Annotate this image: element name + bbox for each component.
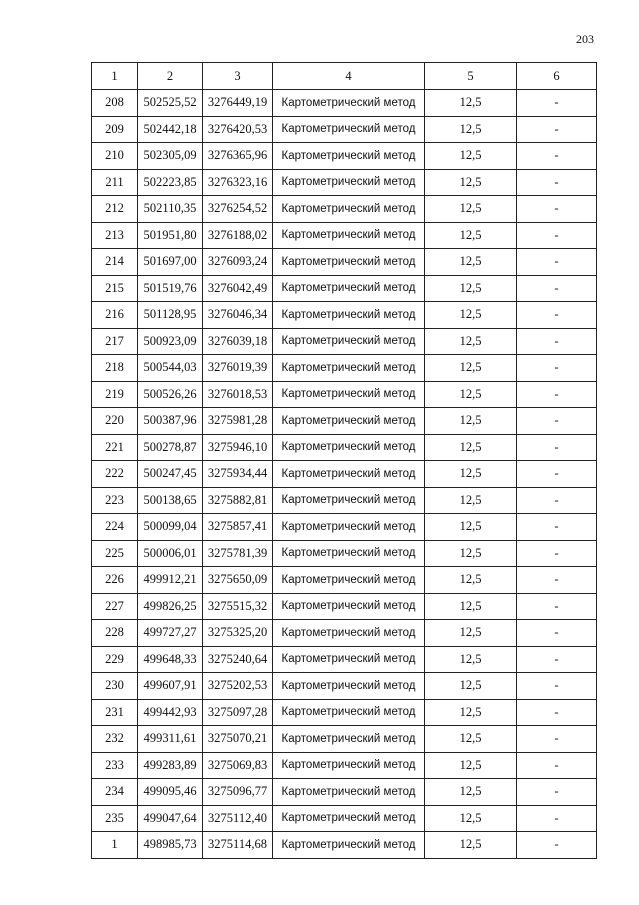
cell-method: Картометрический метод (273, 90, 425, 117)
cell-x-coordinate: 500278,87 (138, 434, 203, 461)
table-row (92, 461, 597, 488)
cell-x-coordinate: 502110,35 (138, 196, 203, 223)
cell-x-coordinate: 502525,52 (138, 90, 203, 117)
cell-point-number: 219 (92, 381, 138, 408)
cell-note: - (517, 673, 597, 700)
cell-y-coordinate: 3275946,10 (203, 434, 273, 461)
cell-note: - (517, 461, 597, 488)
cell-y-coordinate: 3276018,53 (203, 381, 273, 408)
cell-x-coordinate: 500387,96 (138, 408, 203, 435)
cell-note: - (517, 699, 597, 726)
header-cell-y-coordinate: 3 (203, 63, 273, 90)
cell-accuracy: 12,5 (425, 832, 517, 859)
cell-y-coordinate: 3275781,39 (203, 540, 273, 567)
header-cell-x-coordinate: 2 (138, 63, 203, 90)
cell-x-coordinate: 499095,46 (138, 779, 203, 806)
cell-accuracy: 12,5 (425, 567, 517, 594)
cell-x-coordinate: 501951,80 (138, 222, 203, 249)
cell-method: Картометрический метод (273, 381, 425, 408)
cell-x-coordinate: 499727,27 (138, 620, 203, 647)
table-row (92, 222, 597, 249)
cell-note: - (517, 328, 597, 355)
header-cell-note: 6 (517, 63, 597, 90)
cell-y-coordinate: 3275112,40 (203, 805, 273, 832)
cell-y-coordinate: 3275515,32 (203, 593, 273, 620)
table-row (92, 673, 597, 700)
table-row (92, 381, 597, 408)
cell-y-coordinate: 3275981,28 (203, 408, 273, 435)
cell-method: Картометрический метод (273, 143, 425, 170)
table-row (92, 540, 597, 567)
cell-x-coordinate: 501128,95 (138, 302, 203, 329)
cell-method: Картометрический метод (273, 461, 425, 488)
cell-accuracy: 12,5 (425, 143, 517, 170)
cell-note: - (517, 487, 597, 514)
cell-method: Картометрический метод (273, 222, 425, 249)
cell-accuracy: 12,5 (425, 328, 517, 355)
table-row (92, 699, 597, 726)
cell-accuracy: 12,5 (425, 805, 517, 832)
table-row (92, 355, 597, 382)
cell-method: Картометрический метод (273, 540, 425, 567)
cell-accuracy: 12,5 (425, 381, 517, 408)
cell-accuracy: 12,5 (425, 752, 517, 779)
cell-method: Картометрический метод (273, 646, 425, 673)
table-row (92, 434, 597, 461)
cell-x-coordinate: 499648,33 (138, 646, 203, 673)
cell-note: - (517, 567, 597, 594)
cell-method: Картометрический метод (273, 408, 425, 435)
cell-note: - (517, 275, 597, 302)
cell-method: Картометрический метод (273, 487, 425, 514)
cell-x-coordinate: 500526,26 (138, 381, 203, 408)
cell-accuracy: 12,5 (425, 699, 517, 726)
cell-y-coordinate: 3275934,44 (203, 461, 273, 488)
table-row (92, 328, 597, 355)
cell-x-coordinate: 500247,45 (138, 461, 203, 488)
cell-note: - (517, 832, 597, 859)
cell-accuracy: 12,5 (425, 540, 517, 567)
cell-point-number: 215 (92, 275, 138, 302)
cell-note: - (517, 593, 597, 620)
cell-method: Картометрический метод (273, 779, 425, 806)
table-row (92, 832, 597, 859)
cell-point-number: 209 (92, 116, 138, 143)
page-number: 203 (576, 32, 594, 46)
cell-y-coordinate: 3276046,34 (203, 302, 273, 329)
cell-point-number: 227 (92, 593, 138, 620)
cell-y-coordinate: 3276449,19 (203, 90, 273, 117)
cell-y-coordinate: 3275857,41 (203, 514, 273, 541)
cell-accuracy: 12,5 (425, 779, 517, 806)
cell-accuracy: 12,5 (425, 646, 517, 673)
cell-x-coordinate: 499283,89 (138, 752, 203, 779)
cell-method: Картометрический метод (273, 805, 425, 832)
cell-x-coordinate: 500006,01 (138, 540, 203, 567)
table-row (92, 593, 597, 620)
coordinates-table (91, 62, 597, 859)
cell-y-coordinate: 3275069,83 (203, 752, 273, 779)
cell-accuracy: 12,5 (425, 90, 517, 117)
cell-accuracy: 12,5 (425, 302, 517, 329)
table-row (92, 90, 597, 117)
table-row (92, 408, 597, 435)
cell-method: Картометрический метод (273, 514, 425, 541)
cell-y-coordinate: 3275882,81 (203, 487, 273, 514)
cell-x-coordinate: 500923,09 (138, 328, 203, 355)
cell-method: Картометрический метод (273, 302, 425, 329)
cell-point-number: 217 (92, 328, 138, 355)
table-row (92, 302, 597, 329)
cell-y-coordinate: 3275240,64 (203, 646, 273, 673)
cell-accuracy: 12,5 (425, 408, 517, 435)
table-row (92, 567, 597, 594)
table-row (92, 726, 597, 753)
cell-point-number: 223 (92, 487, 138, 514)
cell-y-coordinate: 3275650,09 (203, 567, 273, 594)
cell-note: - (517, 169, 597, 196)
cell-x-coordinate: 501697,00 (138, 249, 203, 276)
cell-method: Картометрический метод (273, 752, 425, 779)
cell-point-number: 224 (92, 514, 138, 541)
table-row (92, 805, 597, 832)
cell-x-coordinate: 499607,91 (138, 673, 203, 700)
cell-x-coordinate: 502223,85 (138, 169, 203, 196)
cell-y-coordinate: 3276019,39 (203, 355, 273, 382)
cell-note: - (517, 726, 597, 753)
cell-accuracy: 12,5 (425, 355, 517, 382)
cell-note: - (517, 143, 597, 170)
table-row (92, 196, 597, 223)
cell-method: Картометрический метод (273, 275, 425, 302)
cell-note: - (517, 779, 597, 806)
cell-point-number: 212 (92, 196, 138, 223)
cell-y-coordinate: 3276042,49 (203, 275, 273, 302)
cell-x-coordinate: 499826,25 (138, 593, 203, 620)
table-row (92, 487, 597, 514)
table-row (92, 646, 597, 673)
cell-point-number: 231 (92, 699, 138, 726)
cell-x-coordinate: 500099,04 (138, 514, 203, 541)
cell-x-coordinate: 502305,09 (138, 143, 203, 170)
cell-accuracy: 12,5 (425, 673, 517, 700)
header-cell-method: 4 (273, 63, 425, 90)
cell-accuracy: 12,5 (425, 726, 517, 753)
cell-point-number: 1 (92, 832, 138, 859)
cell-method: Картометрический метод (273, 355, 425, 382)
cell-point-number: 221 (92, 434, 138, 461)
cell-y-coordinate: 3276039,18 (203, 328, 273, 355)
cell-y-coordinate: 3275097,28 (203, 699, 273, 726)
cell-point-number: 229 (92, 646, 138, 673)
cell-accuracy: 12,5 (425, 461, 517, 488)
cell-point-number: 220 (92, 408, 138, 435)
cell-accuracy: 12,5 (425, 249, 517, 276)
header-cell-point-number: 1 (92, 63, 138, 90)
cell-point-number: 213 (92, 222, 138, 249)
cell-point-number: 222 (92, 461, 138, 488)
cell-point-number: 225 (92, 540, 138, 567)
cell-x-coordinate: 499442,93 (138, 699, 203, 726)
cell-x-coordinate: 500138,65 (138, 487, 203, 514)
cell-method: Картометрический метод (273, 434, 425, 461)
cell-note: - (517, 196, 597, 223)
cell-y-coordinate: 3275202,53 (203, 673, 273, 700)
cell-note: - (517, 249, 597, 276)
cell-note: - (517, 620, 597, 647)
cell-x-coordinate: 500544,03 (138, 355, 203, 382)
cell-point-number: 211 (92, 169, 138, 196)
cell-method: Картометрический метод (273, 196, 425, 223)
cell-accuracy: 12,5 (425, 487, 517, 514)
cell-accuracy: 12,5 (425, 514, 517, 541)
cell-point-number: 216 (92, 302, 138, 329)
cell-y-coordinate: 3276188,02 (203, 222, 273, 249)
table-body (92, 63, 597, 859)
cell-method: Картометрический метод (273, 328, 425, 355)
cell-accuracy: 12,5 (425, 116, 517, 143)
cell-point-number: 218 (92, 355, 138, 382)
cell-point-number: 214 (92, 249, 138, 276)
cell-note: - (517, 752, 597, 779)
cell-note: - (517, 805, 597, 832)
cell-accuracy: 12,5 (425, 196, 517, 223)
table-row (92, 249, 597, 276)
cell-y-coordinate: 3276323,16 (203, 169, 273, 196)
cell-method: Картометрический метод (273, 699, 425, 726)
cell-method: Картометрический метод (273, 620, 425, 647)
cell-accuracy: 12,5 (425, 222, 517, 249)
table-row (92, 116, 597, 143)
cell-method: Картометрический метод (273, 726, 425, 753)
cell-point-number: 228 (92, 620, 138, 647)
cell-accuracy: 12,5 (425, 275, 517, 302)
cell-y-coordinate: 3275070,21 (203, 726, 273, 753)
cell-note: - (517, 514, 597, 541)
table-row (92, 779, 597, 806)
cell-method: Картометрический метод (273, 116, 425, 143)
cell-y-coordinate: 3275325,20 (203, 620, 273, 647)
cell-note: - (517, 381, 597, 408)
table-header-row (92, 63, 597, 90)
cell-note: - (517, 646, 597, 673)
cell-y-coordinate: 3275096,77 (203, 779, 273, 806)
cell-point-number: 210 (92, 143, 138, 170)
table-row (92, 275, 597, 302)
table-row (92, 143, 597, 170)
cell-note: - (517, 116, 597, 143)
cell-method: Картометрический метод (273, 169, 425, 196)
cell-point-number: 230 (92, 673, 138, 700)
cell-x-coordinate: 498985,73 (138, 832, 203, 859)
cell-point-number: 232 (92, 726, 138, 753)
cell-note: - (517, 355, 597, 382)
header-cell-accuracy: 5 (425, 63, 517, 90)
cell-method: Картометрический метод (273, 673, 425, 700)
cell-method: Картометрический метод (273, 832, 425, 859)
cell-x-coordinate: 499047,64 (138, 805, 203, 832)
cell-accuracy: 12,5 (425, 620, 517, 647)
cell-note: - (517, 408, 597, 435)
cell-x-coordinate: 499912,21 (138, 567, 203, 594)
cell-accuracy: 12,5 (425, 593, 517, 620)
table-row (92, 514, 597, 541)
cell-point-number: 226 (92, 567, 138, 594)
cell-note: - (517, 540, 597, 567)
table-row (92, 620, 597, 647)
cell-method: Картометрический метод (273, 593, 425, 620)
cell-y-coordinate: 3275114,68 (203, 832, 273, 859)
cell-x-coordinate: 502442,18 (138, 116, 203, 143)
cell-y-coordinate: 3276420,53 (203, 116, 273, 143)
cell-point-number: 233 (92, 752, 138, 779)
cell-method: Картометрический метод (273, 567, 425, 594)
cell-accuracy: 12,5 (425, 434, 517, 461)
cell-point-number: 235 (92, 805, 138, 832)
cell-x-coordinate: 499311,61 (138, 726, 203, 753)
cell-y-coordinate: 3276093,24 (203, 249, 273, 276)
cell-method: Картометрический метод (273, 249, 425, 276)
cell-note: - (517, 222, 597, 249)
table-row (92, 169, 597, 196)
table-row (92, 752, 597, 779)
cell-point-number: 208 (92, 90, 138, 117)
cell-x-coordinate: 501519,76 (138, 275, 203, 302)
cell-point-number: 234 (92, 779, 138, 806)
cell-y-coordinate: 3276254,52 (203, 196, 273, 223)
cell-note: - (517, 90, 597, 117)
cell-note: - (517, 434, 597, 461)
cell-y-coordinate: 3276365,96 (203, 143, 273, 170)
cell-accuracy: 12,5 (425, 169, 517, 196)
cell-note: - (517, 302, 597, 329)
